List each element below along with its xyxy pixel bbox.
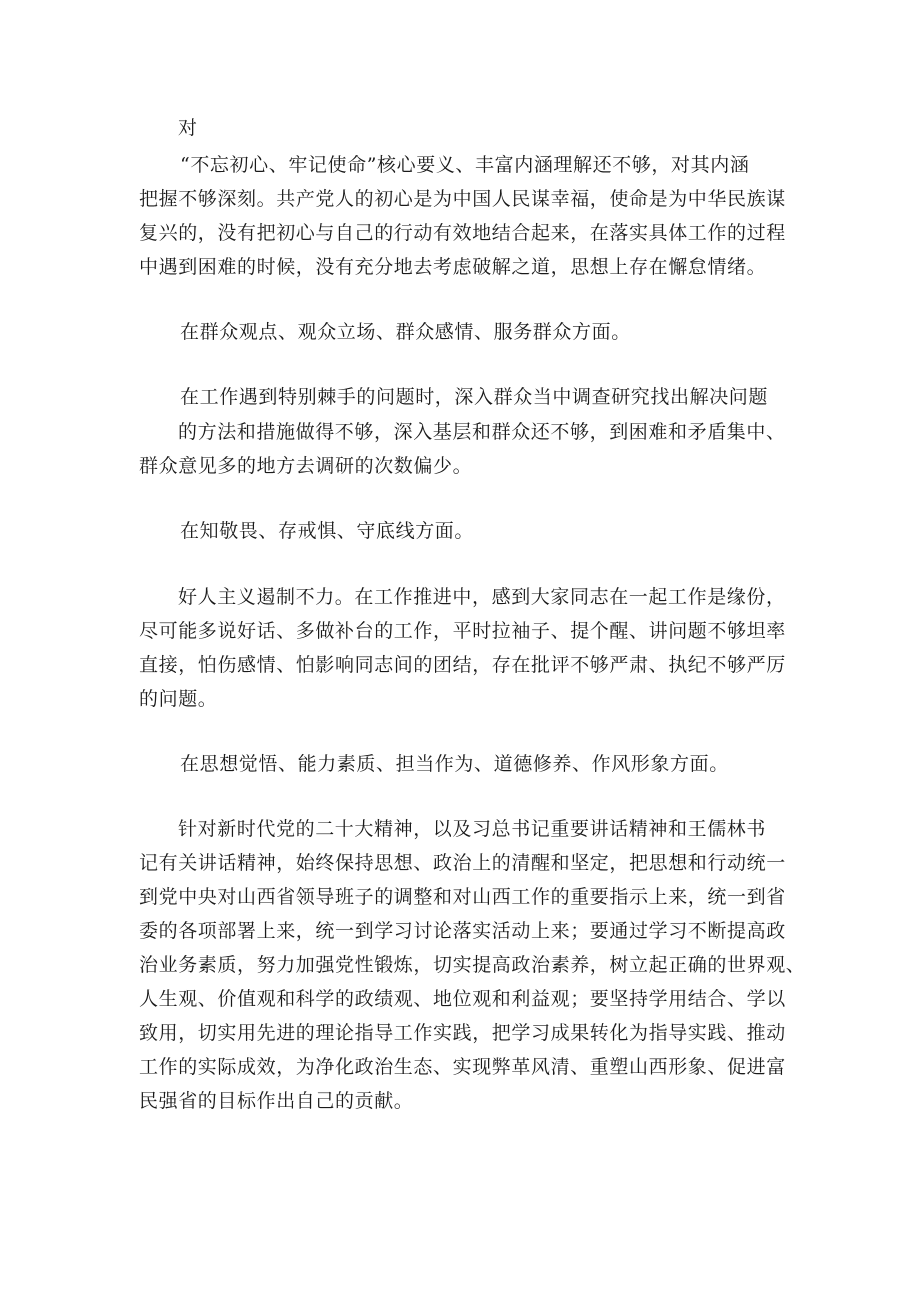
- text-line: 好人主义遏制不力。在工作推进中，感到大家同志在一起工作是缘份，: [178, 586, 786, 608]
- text-line: 在群众观点、观众立场、群众感情、服务群众方面。: [180, 321, 631, 343]
- text-line: 中遇到困难的时候，没有充分地去考虑破解之道，思想上存在懈怠情绪。: [139, 256, 767, 278]
- text-line: 对: [178, 117, 198, 139]
- text-line: 尽可能多说好话、多做补台的工作，平时拉袖子、提个醒、讲问题不够坦率: [139, 620, 786, 642]
- text-line: 在工作遇到特别棘手的问题时，深入群众当中调查研究找出解决问题: [180, 386, 769, 408]
- text-line: 工作的实际成效，为净化政治生态、实现弊革风清、重塑山西形象、促进富: [139, 1056, 786, 1078]
- text-line: 针对新时代党的二十大精神，以及习总书记重要讲话精神和王儒林书: [178, 818, 767, 840]
- text-line: 把握不够深刻。共产党人的初心是为中国人民谋幸福，使命是为中华民族谋: [139, 188, 786, 210]
- text-line: 记有关讲话精神，始终保持思想、政治上的清醒和坚定，把思想和行动统一: [139, 852, 786, 874]
- text-line: 的问题。: [139, 688, 218, 710]
- text-line: 在思想觉悟、能力素质、担当作为、道德修养、作风形象方面。: [180, 753, 729, 775]
- text-line: 复兴的，没有把初心与自己的行动有效地结合起来，在落实具体工作的过程: [139, 222, 786, 244]
- text-line: 在知敬畏、存戒惧、守底线方面。: [180, 520, 475, 542]
- text-line: 到党中央对山西省领导班子的调整和对山西工作的重要指示上来，统一到省: [139, 886, 786, 908]
- text-line: 致用，切实用先进的理论指导工作实践，把学习成果转化为指导实践、推动: [139, 1022, 786, 1044]
- text-line: 民强省的目标作出自己的贡献。: [139, 1090, 414, 1112]
- text-line: 人生观、价值观和科学的政绩观、地位观和利益观；要坚持学用结合、学以: [139, 988, 786, 1010]
- text-line: 群众意见多的地方去调研的次数偏少。: [139, 455, 473, 477]
- text-line: 治业务素质，努力加强党性锻炼，切实提高政治素养，树立起正确的世界观、: [139, 954, 806, 976]
- text-line: “不忘初心、牢记使命”核心要义、丰富内涵理解还不够，对其内涵: [180, 154, 750, 176]
- text-line: 的方法和措施做得不够，深入基层和群众还不够，到困难和矛盾集中、: [178, 421, 786, 443]
- text-line: 直接，怕伤感情、怕影响同志间的团结，存在批评不够严肃、执纪不够严厉: [139, 654, 786, 676]
- text-line: 委的各项部署上来，统一到学习讨论落实活动上来；要通过学习不断提高政: [139, 920, 786, 942]
